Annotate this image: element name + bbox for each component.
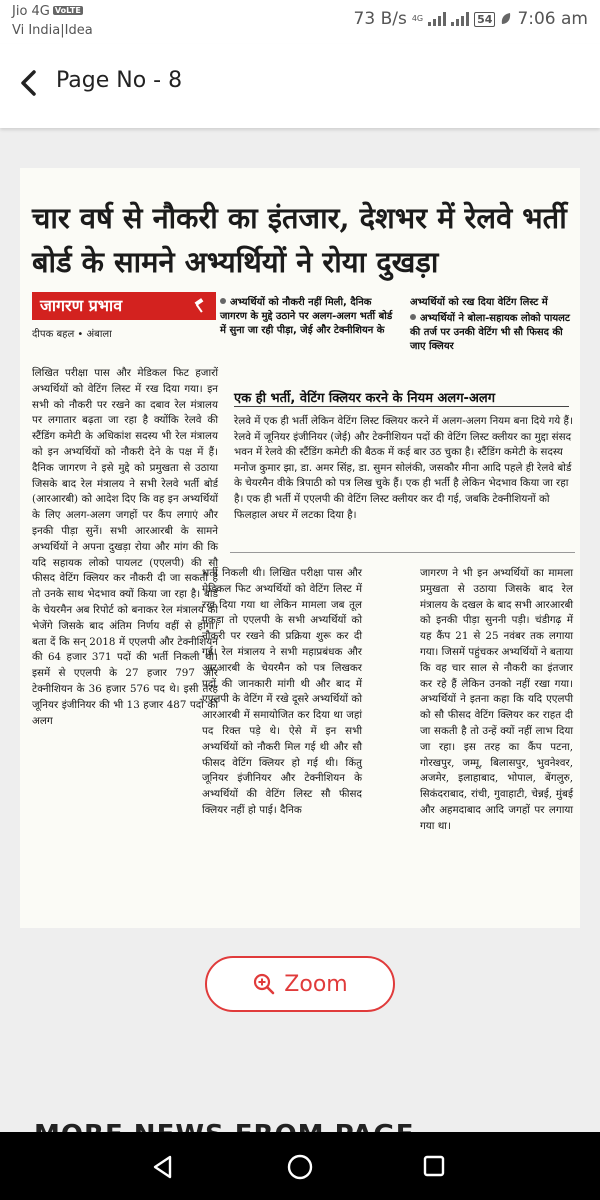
article-subhead: एक ही भर्ती, वेटिंग क्लियर करने के नियम अलग-अलग xyxy=(234,391,496,406)
gavel-icon xyxy=(192,298,208,314)
net-speed: 73 B/s xyxy=(353,9,407,29)
highlight-item xyxy=(410,296,575,310)
signal-icon-sim2 xyxy=(451,12,469,26)
clock: 7:06 am xyxy=(517,9,588,29)
carrier-secondary: Vi India|Idea xyxy=(12,23,93,38)
bullet-icon xyxy=(410,314,416,320)
carrier-name-jio: Jio 4G xyxy=(12,4,50,19)
zoom-in-icon xyxy=(252,972,276,996)
article-sidebar-text: रेलवे में एक ही भर्ती लेकिन वेटिंग लिस्ट क्लियर करने में अलग-अलग नियम बना दिये गये हैं। रेलवे में जूनियर इंजीनियर (जेई) और टेक्नीशियन पदों की वेटिंग लिस्ट क्लीयर का मुद्दा संसद भवन में रेलवे की स्टैंडिंग कमेटी की बैठक में कई बार उठ चुका है। स्टैंडिंग कमेटी के सदस्य मनोज कुमार झा, डा. अमर सिंह, डा. सुमन सोलंकी, जसकौर मीना आदि पहले ही रेलवे बोर्ड के चेयरमैन वीके त्रिपाठी को पत्र लिख चुके हैं। एक ही भर्ती है लेकिन भेदभाव किया जा रहा है। एक ही भर्ती में एएलपी की वेटिंग लिस्ट क्लीयर कर दी गई, जबकि टेक्नीशियनों को फिलहाल अधर में लटका दिया है। xyxy=(234,415,573,521)
nav-home-icon[interactable] xyxy=(286,1153,314,1181)
highlight-item xyxy=(220,296,395,338)
highlight-text: अभ्यर्थियों को नौकरी नहीं मिली, दैनिक जागरण के मुद्दे उठाने पर अलग-अलग भर्ती बोर्ड में सुना जा रही पीड़ा, जेई और टेक्नीशियन के xyxy=(220,297,393,336)
app-header xyxy=(0,44,600,128)
nav-recents-icon[interactable] xyxy=(423,1155,445,1177)
article-column-1: लिखित परीक्षा पास और मेडिकल फिट हजारों अभ्यर्थियों को वेटिंग लिस्ट में रख दिया गया। इन सभी को नौकरी पर रखने का दबाव रेल मंत्रालय पर लगातार बढ़ता जा रहा है क्योंकि रेलवे की स्टैंडिंग कमेटी के अधिकांश सदस्य भी रेल मंत्रालय को इन अभ्यर्थियों को नौकरी देने के पक्ष में हैं। दैनिक जागरण ने इसे मुद्दे को प्रमुखता से उठाया जिसके बाद रेल मंत्रालय ने सभी रेलवे भर्ती बोर्ड (आरआरबी) को आदेश दिए कि वह इन अभ्यर्थियों के लिए अलग-अलग जगहों पर कैंप लगाएं और इनकी पीड़ा सुनें। सभी आरआरबी के सामने अभ्यर्थियों ने अपना दुखड़ा रोया और मांग की कि यदि सहायक लोको पायलट (एएलपी) की सौ फीसद वेटिंग क्लियर कर नौकरी दी जा सकती है तो उनके साथ भेदभाव क्यों किया जा रहा है। बोर्ड के चेयरमैन अब रिपोर्ट को बनाकर रेल मंत्रालय को भेजेंगे जिसके बाद अंतिम निर्णय वहीं से होगा। बता दें कि सन् 2018 में एएलपी और टेक्नीशियन की 64 हजार 371 पदों की भर्ती निकली थी। इसमें से एएलपी के 27 हजार 797 और टेक्नीशियन के 36 हजार 576 पद थे। इसी तरह जूनियर इंजीनियर की भी 13 हजार 487 पदों की अलग xyxy=(32,367,218,727)
carrier-primary xyxy=(12,4,83,19)
nav-back-icon[interactable] xyxy=(150,1154,176,1180)
signal-icon xyxy=(428,12,446,26)
bullet-icon xyxy=(220,298,226,304)
subhead-rule xyxy=(234,406,569,407)
highlight-text: अभ्यर्थियों ने बोला-सहायक लोको पायलट की तर्ज पर उनकी वेटिंग भी सौ फिसद की जाए क्लियर xyxy=(410,313,570,352)
zoom-button[interactable] xyxy=(205,956,395,1012)
zoom-label: Zoom xyxy=(284,971,348,997)
status-bar xyxy=(0,0,600,44)
status-indicators xyxy=(354,9,588,29)
article-image xyxy=(20,168,580,928)
brand-tag xyxy=(32,292,216,320)
article-column-3: जागरण ने भी इन अभ्यर्थियों का मामला प्रमुखता से उठाया जिसके बाद रेल मंत्रालय के दखल के बाद सभी आरआरबी को इनकी पीड़ा सुननी पड़ी। चंडीगढ़ में यह कैंप 21 से 25 नवंबर तक लगाया गया। जिसमें पहुंचकर अभ्यर्थियों ने बताया कि वह चार साल से नौकरी का इंतजार कर रहे हैं लेकिन उनको नहीं रखा गया। अभ्यर्थियों ने इतना कहा कि यदि एएलपी को सौ फीसद वेटिंग क्लियर कर राहत दी जा सकती है तो उन्हें क्यों नहीं लाभ दिया जा रहा। इस तरह का कैंप पटना, गोरखपुर, जम्मू, बिलासपुर, भुवनेश्वर, अजमेर, इलाहाबाद, भोपाल, बेंगलुरु, सिकंदराबाद, रांची, गुवाहाटी, चेन्नई, मुंबई और अहमदाबाद आदि जगहों पर लगाया गया था। xyxy=(420,567,573,832)
leaf-icon xyxy=(500,12,512,26)
sidebar-rule xyxy=(230,552,575,553)
article-column-2: भर्ती निकली थी। लिखित परीक्षा पास और मेडिकल फिट अभ्यर्थियों को वेटिंग लिस्ट में रख दिया गया था लेकिन मामला जब तूल पकड़ा तो एएलपी के सभी अभ्यर्थियों को नौकरी पर रखने की प्रक्रिया शुरू कर दी गई। रेल मंत्रालय ने सभी महाप्रबंधक और आरआरबी के चेयरमैन को पत्र लिखकर पदों की जानकारी मांगी थी और बाद में एएलपी के वेटिंग में रखे दूसरे अभ्यर्थियों को आरआरबी में समायोजित कर दिया था जहां पद रिक्त पड़े थे। ऐसे में इन सभी अभ्यर्थियों को नौकरी मिल गई थी और सौ फीसद वेटिंग क्लियर हो गई थी। किंतु जूनियर इंजीनियर और टेक्नीशियन के अभ्यर्थियों की वेटिंग लिस्ट सौ फीसद क्लियर नहीं हो पाई। दैनिक xyxy=(202,567,362,816)
highlight-text: अभ्यर्थियों को रख दिया वेटिंग लिस्ट में xyxy=(410,297,548,308)
brand-tag-label: जागरण प्रभाव xyxy=(40,296,123,315)
volte-badge: VoLTE xyxy=(54,6,81,15)
battery-icon: 54 xyxy=(474,12,495,27)
article-highlights xyxy=(220,296,575,376)
article-headline: चार वर्ष से नौकरी का इंतजार, देशभर में रेलवे भर्ती बोर्ड के सामने अभ्यर्थियों ने रोया दुखड़ा xyxy=(32,201,567,279)
chevron-left-icon xyxy=(14,66,44,100)
article-byline: दीपक बहल • अंबाला xyxy=(32,329,112,340)
back-button[interactable] xyxy=(14,66,44,100)
network-type: 4G xyxy=(411,14,424,23)
navigation-bar xyxy=(0,1132,600,1200)
highlight-item xyxy=(410,312,575,354)
page-title: Page No - 8 xyxy=(56,68,183,93)
